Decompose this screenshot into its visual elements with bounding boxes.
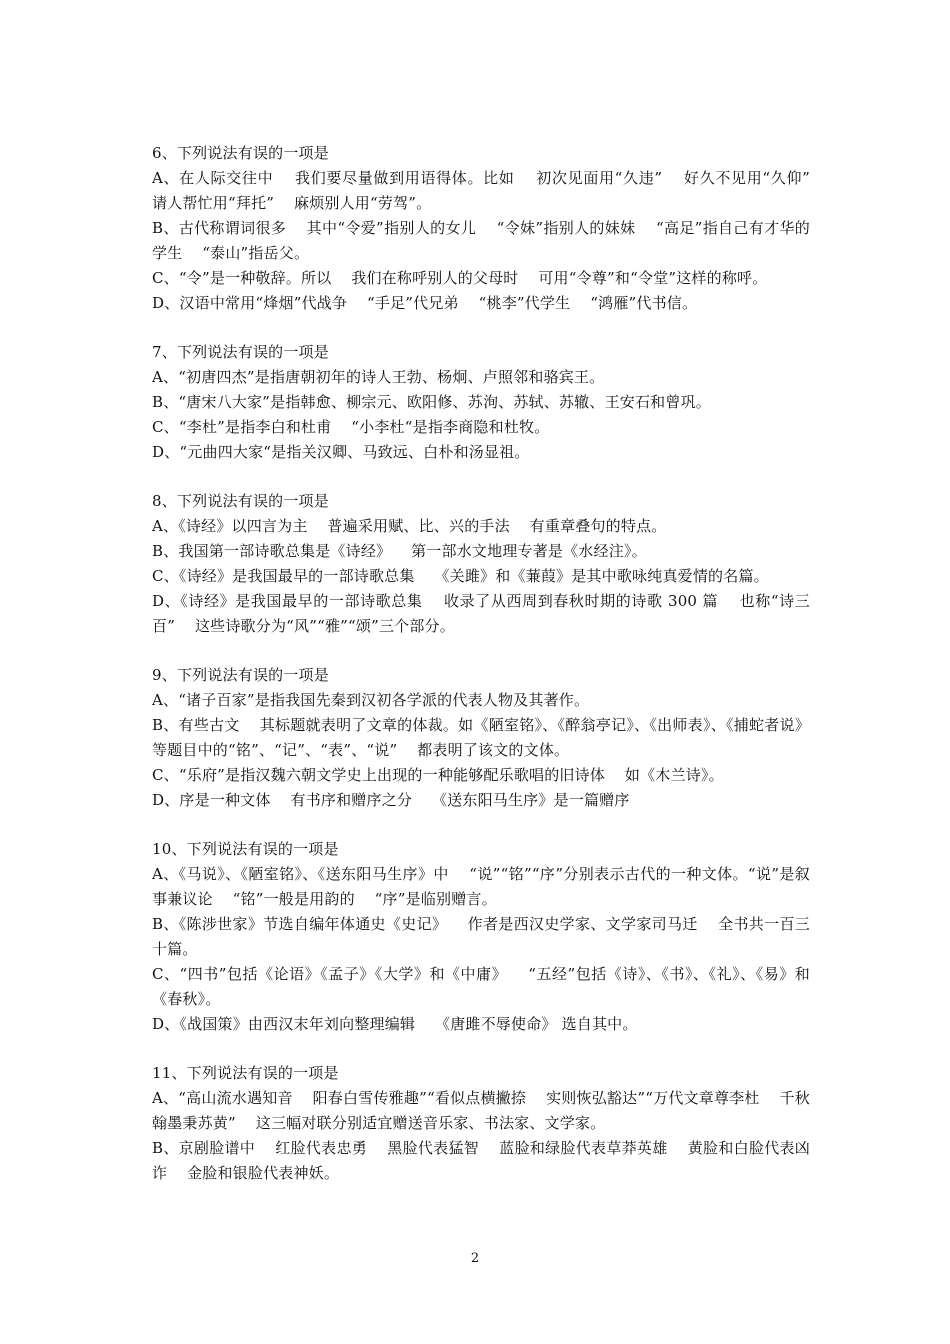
question-9 [152, 663, 810, 813]
option-a: A、在人际交往中 我们要尽量做到用语得体。比如 初次见面用“久违” 好久不见用“久仰” 请人帮忙用“拜托” 麻烦别人用“劳驾”。 [152, 169, 830, 212]
option-c: C、“李杜”是指李白和杜甫 “小李杜“是指李商隐和杜牧。 [152, 418, 550, 436]
question-stem: 11、下列说法有误的一项是 [152, 1064, 339, 1082]
option-b: B、有些古文 其标题就表明了文章的体裁。如《陋室铭》、《醉翁亭记》、《出师表》、《捕蛇者说》等题目中的“铭”、“记”、“表”、“说” 都表明了该文的文体。 [152, 716, 810, 759]
option-d: D、“元曲四大家“是指关汉卿、马致远、白朴和汤显祖。 [152, 443, 530, 461]
question-stem: 10、下列说法有误的一项是 [152, 840, 339, 858]
question-stem: 8、下列说法有误的一项是 [152, 492, 329, 510]
option-c: C、《诗经》是我国最早的一部诗歌总集 《关雎》和《蒹葭》是其中歌咏纯真爱情的名篇。 [152, 567, 769, 585]
option-a: A、“诸子百家”是指我国先秦到汉初各学派的代表人物及其著作。 [152, 691, 590, 709]
option-a: A、“高山流水遇知音 阳春白雪传雅趣”“看似点横撇捺 实则恢弘豁达”“万代文章尊李杜 千秋翰墨秉苏黄” 这三幅对联分别适宜赠送音乐家、书法家、文学家。 [152, 1089, 810, 1132]
option-c: C、“令”是一种敬辞。所以 我们在称呼别人的父母时 可用“令尊”和“令堂”这样的称呼。 [152, 269, 768, 287]
question-6 [152, 141, 830, 316]
option-a: A、《诗经》以四言为主 普遍采用赋、比、兴的手法 有重章叠句的特点。 [152, 517, 667, 535]
option-d: D、《诗经》是我国最早的一部诗歌总集 收录了从西周到春秋时期的诗歌 300 篇 也称“诗三百” 这些诗歌分为“风”“雅”“颂”三个部分。 [152, 592, 810, 635]
question-11 [152, 1061, 810, 1186]
option-b: B、京剧脸谱中 红脸代表忠勇 黑脸代表猛智 蓝脸和绿脸代表草莽英雄 黄脸和白脸代表凶诈 金脸和银脸代表神妖。 [152, 1139, 810, 1182]
question-stem: 9、下列说法有误的一项是 [152, 666, 329, 684]
question-stem: 6、下列说法有误的一项是 [152, 144, 329, 162]
option-a: A、“初唐四杰”是指唐朝初年的诗人王勃、杨炯、卢照邻和骆宾王。 [152, 368, 605, 386]
option-b: B、《陈涉世家》节选自编年体通史《史记》 作者是西汉史学家、文学家司马迁 全书共一百三十篇。 [152, 915, 810, 958]
question-list [152, 141, 830, 1210]
option-c: C、“四书”包括《论语》《孟子》《大学》和《中庸》 “五经”包括《诗》、《书》、《礼》、《易》和《春秋》。 [152, 965, 810, 1008]
option-b: B、“唐宋八大家”是指韩愈、柳宗元、欧阳修、苏洵、苏轼、苏辙、王安石和曾巩。 [152, 393, 711, 411]
option-d: D、《战国策》由西汉末年刘向整理编辑 《唐雎不辱使命》 选自其中。 [152, 1015, 638, 1033]
page-number: 2 [470, 1251, 480, 1266]
question-7 [152, 340, 810, 465]
option-a: A、《马说》、《陋室铭》、《送东阳马生序》中 “说”“铭”“序”分别表示古代的一种文体。“说”是叙事兼议论 “铭”一般是用韵的 “序”是临别赠言。 [152, 865, 810, 908]
question-8 [152, 489, 810, 639]
question-10 [152, 837, 810, 1037]
option-d: D、汉语中常用“烽烟”代战争 “手足”代兄弟 “桃李”代学生 “鸿雁”代书信。 [152, 294, 698, 312]
option-b: B、我国第一部诗歌总集是《诗经》 第一部水文地理专著是《水经注》。 [152, 542, 647, 560]
option-c: C、“乐府”是指汉魏六朝文学史上出现的一种能够配乐歌唱的旧诗体 如《木兰诗》。 [152, 766, 724, 784]
option-b: B、古代称谓词很多 其中“令爱”指别人的女儿 “令妹”指别人的妹妹 “高足”指自己有才华的学生 “泰山”指岳父。 [152, 219, 810, 262]
option-d: D、序是一种文体 有书序和赠序之分 《送东阳马生序》是一篇赠序 [152, 791, 630, 809]
question-stem: 7、下列说法有误的一项是 [152, 343, 329, 361]
